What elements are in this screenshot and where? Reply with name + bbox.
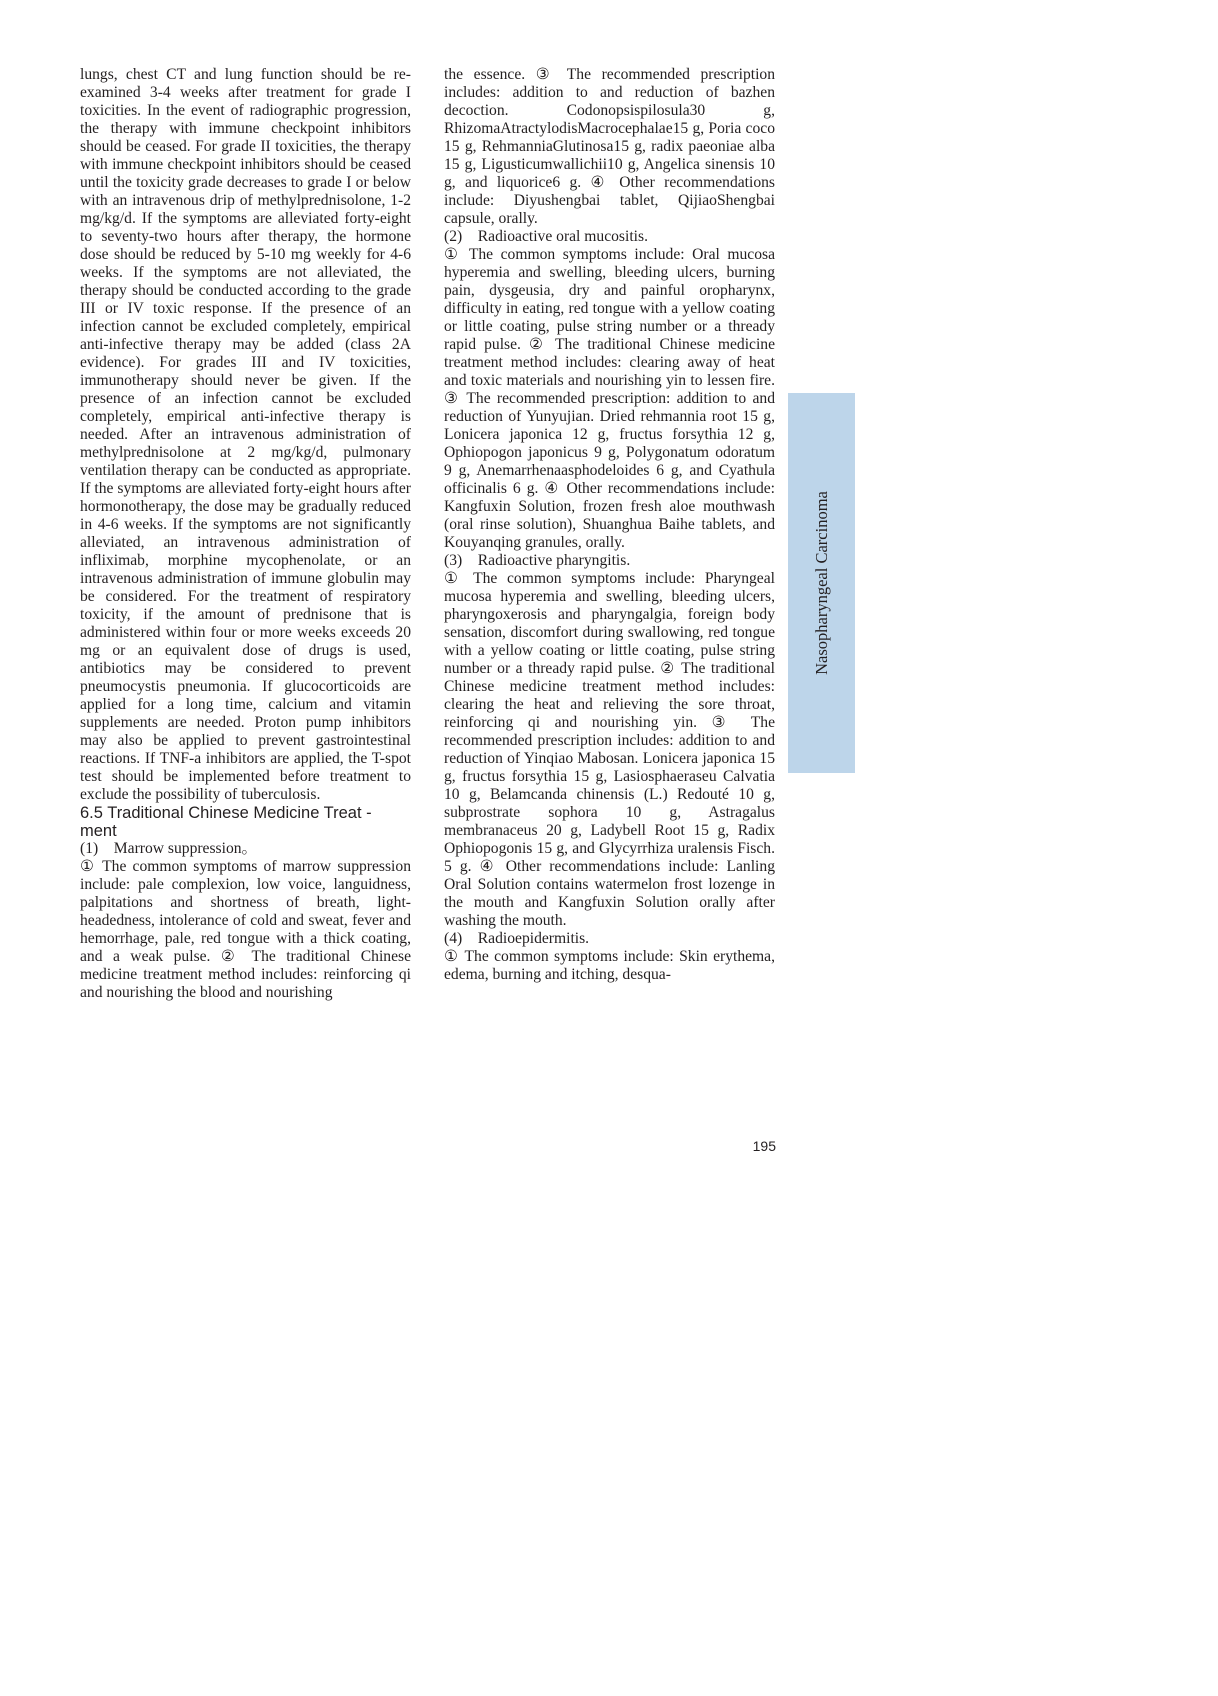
body-paragraph: the essence. ③ The recommended prescription includes: addition to and reduction of bazhen decoction. Codonopsispilosula30 g, RhizomaAtractylodisMacrocephalae15 g, Poria coco 15 g, RehmanniaGlutinosa15 g, radix paeoniae alba 15 g, Ligusticumwallichii10 g, Angelica sinensis 10 g, and liquorice6 g. ④ Other recommendations include: Diyushengbai tablet, QijiaoShengbai capsule, orally. bbox=[444, 66, 775, 227]
item-title: (2) Radioactive oral mucositis. bbox=[444, 228, 648, 245]
item-body: ① The common symptoms include: Pharyngeal mucosa hyperemia and swelling, bleeding ulcers, pharyngoxerosis and pharyngalgia, foreign body sensation, discomfort during swallowing, red tongue with a yellow coating or little coating, pulse string number or a thready rapid pulse. ② The traditional Chinese medicine treatment method includes: clearing the heat and relieving the sore throat, reinforcing qi and nourishing yin. ③ The recommended prescription includes: addition to and reduction of Yinqiao Mabosan. Lonicera japonica 15 g, fructus forsythia 15 g, Lasiosphaeraseu Calvatia 10 g, Belamcanda chinensis (L.) Redouté 10 g, subprostrate sophora 10 g, Astragalus membranaceus 20 g, Ladybell Root 15 g, Radix Ophiopogonis 15 g, and Glycyrrhiza uralensis Fisch. 5 g. ④ Other recommendations include: Lanling Oral Solution contains watermelon frost lozenge in the mouth and Kangfuxin Solution orally after washing the mouth. bbox=[444, 570, 775, 929]
item-body: ① The common symptoms include: Oral mucosa hyperemia and swelling, bleeding ulcers, burning pain, dysgeusia, dry and painful oropharynx, difficulty in eating, red tongue with a yellow coating or little coating, pulse string number or a thready rapid pulse. ② The traditional Chinese medicine treatment method includes: clearing away of heat and toxic materials and nourishing yin to lessen fire. ③ The recommended prescription: addition to and reduction of Yunyujian. Dried rehmannia root 15 g, Lonicera japonica 12 g, fructus forsythia 12 g, Ophiopogon japonicus 9 g, Polygonatum odoratum 9 g, Anemarrhenaasphodeloides 6 g, and Cyathula officinalis 6 g. ④ Other recommendations include: Kangfuxin Solution, frozen fresh aloe mouthwash (oral rinse solution), Shuanghua Baihe tablets, and Kouyanqing granules, orally. bbox=[444, 246, 775, 551]
item-title: (3) Radioactive pharyngitis. bbox=[444, 552, 631, 569]
item-title: (1) Marrow suppression。 bbox=[80, 840, 258, 857]
item-title: (4) Radioepidermitis. bbox=[444, 930, 590, 947]
item-body: ① The common symptoms include: Skin erythema, edema, burning and itching, desqua- bbox=[444, 948, 775, 983]
chapter-side-tab-label: Nasopharyngeal Carcinoma bbox=[811, 491, 831, 675]
section-heading: 6.5 Traditional Chinese Medicine Treat - ment bbox=[80, 804, 372, 840]
left-column bbox=[80, 66, 411, 1002]
right-column bbox=[444, 66, 775, 984]
item-body: ① The common symptoms of marrow suppression include: pale complexion, low voice, languidness, palpitations and shortness of breath, light-headedness, intolerance of cold and sweat, fever and hemorrhage, pale, red tongue with a thick coating, and a weak pulse. ② The traditional Chinese medicine treatment method includes: reinforcing qi and nourishing the blood and nourishing bbox=[80, 858, 411, 1001]
chapter-side-tab bbox=[788, 393, 855, 773]
body-paragraph: lungs, chest CT and lung function should be re-examined 3-4 weeks after treatment for grade I toxicities. In the event of radiographic progression, the therapy with immune checkpoint inhibitors should be ceased. For grade II toxicities, the therapy with immune checkpoint inhibitors should be ceased until the toxicity grade decreases to grade I or below with an intravenous drip of methylprednisolone, 1-2 mg/kg/d. If the symptoms are alleviated forty-eight to seventy-two hours after therapy, the hormone dose should be reduced by 5-10 mg weekly for 4-6 weeks. If the symptoms are not alleviated, the therapy should be conducted according to the grade III or IV toxic response. If the presence of an infection cannot be excluded completely, empirical anti-infective therapy may be added (class 2A evidence). For grades III and IV toxicities, immunotherapy should never be given. If the presence of an infection cannot be excluded completely, empirical anti-infective therapy is needed. After an intravenous administration of methylprednisolone at 2 mg/kg/d, pulmonary ventilation therapy can be conducted as appropriate. If the symptoms are alleviated forty-eight hours after hormonotherapy, the dose may be gradually reduced in 4-6 weeks. If the symptoms are not significantly alleviated, an intravenous administration of infliximab, morphine mycophenolate, or an intravenous administration of immune globulin may be considered. For the treatment of respiratory toxicity, if the amount of prednisone that is administered within four or more weeks exceeds 20 mg or an equivalent dose of drugs is used, antibiotics may be considered to prevent pneumocystis pneumonia. If glucocorticoids are applied for a long time, calcium and vitamin supplements are needed. Proton pump inhibitors may also be applied to prevent gastrointestinal reactions. If TNF-a inhibitors are applied, the T-spot test should be implemented before treatment to exclude the possibility of tuberculosis. bbox=[80, 66, 411, 803]
page-number: 195 bbox=[752, 1138, 776, 1154]
